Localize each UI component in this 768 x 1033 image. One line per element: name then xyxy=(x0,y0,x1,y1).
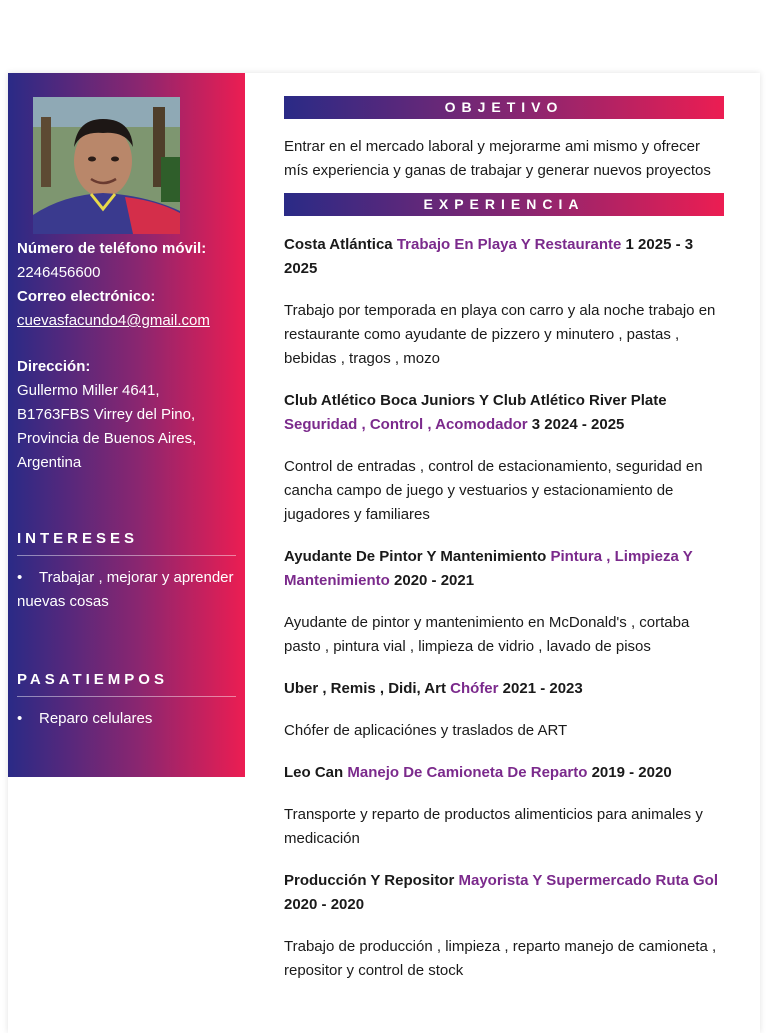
hobbies-list xyxy=(17,707,236,731)
job-heading xyxy=(284,389,724,437)
contact-block xyxy=(17,237,239,475)
job-role: Mayorista Y Supermercado Ruta Gol xyxy=(458,872,719,889)
interest-item: • Trabajar , mejorar y aprender nuevas cosas xyxy=(17,566,236,614)
sidebar xyxy=(8,73,245,777)
job-dates: 2020 - 2021 xyxy=(394,572,475,589)
job-dates: 1 2025 - 3 2025 xyxy=(284,236,694,277)
job-description: Chófer de aplicaciónes y traslados de ART xyxy=(284,722,568,739)
job-description: Trabajo de producción , limpieza , reparto manejo de camioneta , repositor y control de stock xyxy=(284,938,717,979)
job-company: Leo Can xyxy=(284,764,344,781)
job-heading xyxy=(284,677,724,701)
job-company: Costa Atlántica xyxy=(284,236,393,253)
interests-title: INTERESES xyxy=(17,530,236,556)
hobbies-title: PASATIEMPOS xyxy=(17,671,236,697)
objective-text: Entrar en el mercado laboral y mejorarme ami mismo y ofrecer mís experiencia y ganas de trabajar y generar nuevos proyectos xyxy=(284,138,711,179)
job-role: Manejo De Camioneta De Reparto xyxy=(347,764,588,781)
email-link[interactable]: cuevasfacundo4@gmail.com xyxy=(17,312,210,329)
job-description: Control de entradas , control de estacionamiento, seguridad en cancha campo de juego y vestuarios y estacionamiento de jugadores y familiares xyxy=(284,458,703,523)
hobbies-section xyxy=(17,671,236,731)
job-role: Chófer xyxy=(450,680,499,697)
address-line: Argentina xyxy=(17,454,82,471)
experience-list xyxy=(284,233,724,983)
address-line: Gullermo Miller 4641, xyxy=(17,382,160,399)
phone-label: Número de teléfono móvil: xyxy=(17,240,207,257)
interests-section xyxy=(17,530,236,614)
hobby-item: • Reparo celulares xyxy=(17,707,236,731)
job-heading xyxy=(284,869,724,917)
job-heading xyxy=(284,761,724,785)
address-line: B1763FBS Virrey del Pino, xyxy=(17,406,196,423)
main-content xyxy=(284,96,724,1001)
job-dates: 2020 - 2020 xyxy=(284,896,365,913)
job-heading xyxy=(284,545,724,593)
address-label: Dirección: xyxy=(17,358,91,375)
job-dates: 3 2024 - 2025 xyxy=(531,416,625,433)
job-role: Pintura , Limpieza Y Mantenimiento xyxy=(284,548,693,589)
job-role: Seguridad , Control , Acomodador xyxy=(284,416,528,433)
job-company: Club Atlético Boca Juniors Y Club Atlético River Plate xyxy=(284,392,667,409)
job-heading xyxy=(284,233,724,281)
address-line: Provincia de Buenos Aires, xyxy=(17,430,197,447)
job-description: Ayudante de pintor y mantenimiento en McDonald's , cortaba pasto , pintura vial , limpieza de vidrio , lavado de pisos xyxy=(284,614,690,655)
job-dates: 2019 - 2020 xyxy=(591,764,672,781)
interests-list xyxy=(17,566,236,614)
phone-value: 2246456600 xyxy=(17,264,101,281)
job-company: Ayudante De Pintor Y Mantenimiento xyxy=(284,548,547,565)
job-role: Trabajo En Playa Y Restaurante xyxy=(396,236,622,253)
job-company: Producción Y Repositor xyxy=(284,872,455,889)
objective-header: OBJETIVO xyxy=(284,96,724,119)
person-photo-icon xyxy=(33,97,180,234)
job-description: Trabajo por temporada en playa con carro y ala noche trabajo en restaurante como ayudante de pizzero y minutero , pastas , bebidas , tragos , mozo xyxy=(284,302,716,367)
job-description: Transporte y reparto de productos alimenticios para animales y medicación xyxy=(284,806,703,847)
profile-photo xyxy=(33,97,180,234)
job-dates: 2021 - 2023 xyxy=(502,680,583,697)
experience-header: EXPERIENCIA xyxy=(284,193,724,216)
email-label: Correo electrónico: xyxy=(17,288,156,305)
job-company: Uber , Remis , Didi, Art xyxy=(284,680,446,697)
